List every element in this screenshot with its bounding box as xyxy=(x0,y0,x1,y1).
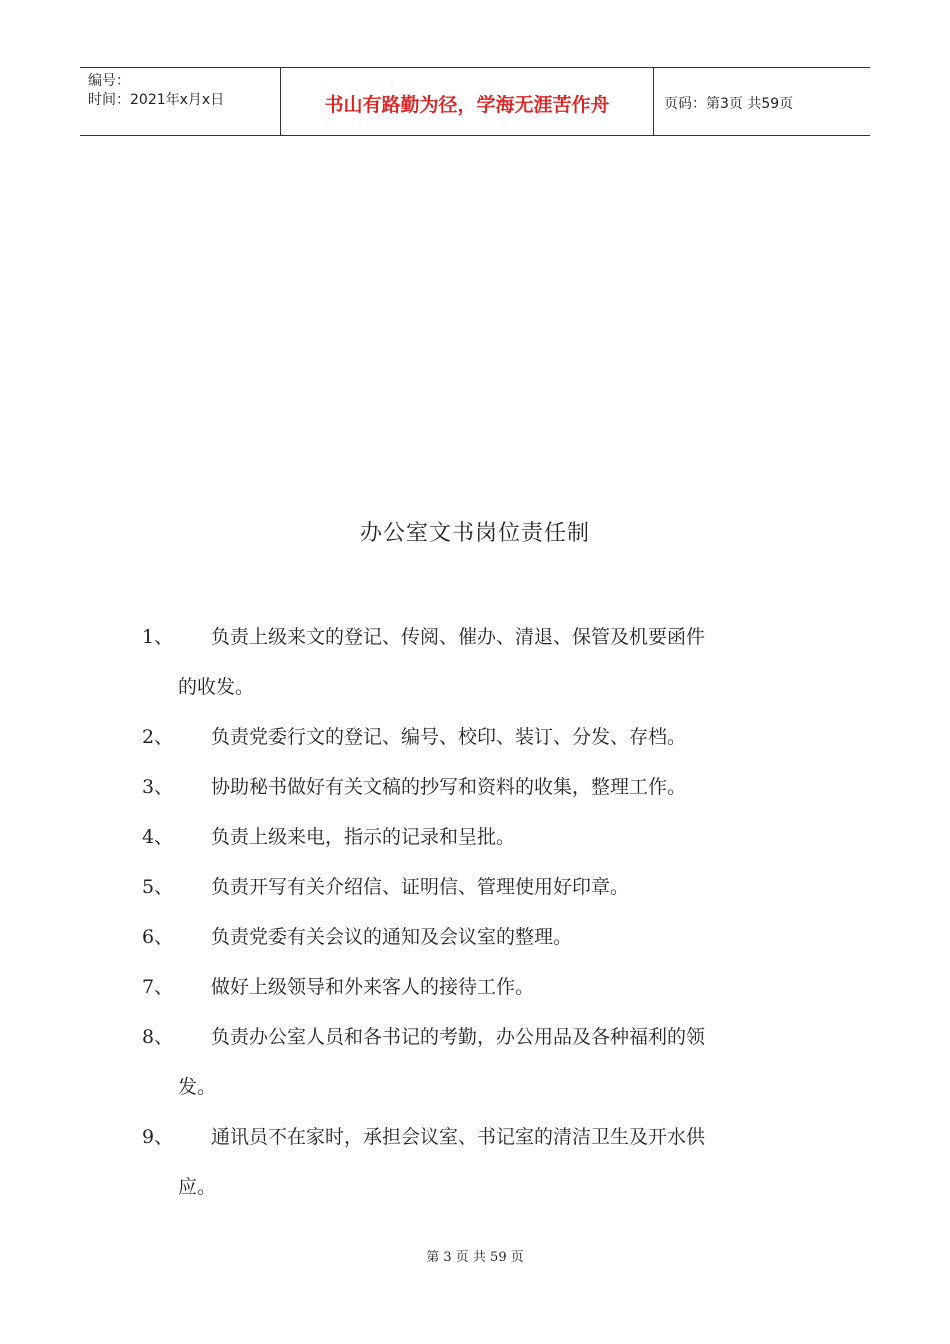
page-info-text: 页码：第3页 共59页 xyxy=(664,95,794,112)
page-footer: 第 3 页 共 59 页 xyxy=(426,1250,524,1265)
header-meta-cell xyxy=(80,68,281,135)
list-item-text: 负责上级来文的登记、传阅、催办、清退、保管及机要函件 xyxy=(211,626,706,648)
list-item xyxy=(0,962,950,1012)
code-label: 编号： xyxy=(88,73,130,89)
list-item-text: 负责党委有关会议的通知及会议室的整理。 xyxy=(211,926,573,948)
list-item xyxy=(0,712,950,762)
motto-cell xyxy=(281,68,654,135)
list-item-number: 7、 xyxy=(142,976,174,998)
list-item-text: 负责办公室人员和各书记的考勤，办公用品及各种福利的领 xyxy=(211,1026,706,1048)
list-item-text: 通讯员不在家时，承担会议室、书记室的清洁卫生及开水供 xyxy=(211,1126,706,1148)
list-item-number: 4、 xyxy=(142,826,174,848)
list-item-number: 3、 xyxy=(142,776,174,798)
list-item-text: 负责开写有关介绍信、证明信、管理使用好印章。 xyxy=(211,876,630,898)
list-item-text: 做好上级领导和外来客人的接待工作。 xyxy=(211,976,535,998)
list-item-number: 6、 xyxy=(142,926,174,948)
list-item xyxy=(0,812,950,862)
list-item-number: 2、 xyxy=(142,726,174,748)
list-item xyxy=(0,862,950,912)
list-item-text: 的收发。 xyxy=(178,676,255,698)
page-header xyxy=(80,67,870,136)
list-item xyxy=(0,1012,950,1112)
list-item-number: 8、 xyxy=(142,1026,174,1048)
list-item xyxy=(0,762,950,812)
list-item xyxy=(0,1112,950,1212)
list-item-text: 负责上级来电，指示的记录和呈批。 xyxy=(211,826,516,848)
motto-text: 书山有路勤为径，学海无涯苦作舟 xyxy=(324,94,610,116)
duty-list xyxy=(0,612,950,1212)
list-item-text: 负责党委行文的登记、编号、校印、装订、分发、存档。 xyxy=(211,726,687,748)
list-item-text: 发。 xyxy=(178,1076,217,1098)
page-info-cell xyxy=(654,68,870,135)
list-item xyxy=(0,612,950,712)
list-item-number: 1、 xyxy=(142,626,174,648)
time-label: 时间：2021年x月x日 xyxy=(88,92,225,108)
list-item-text: 协助秘书做好有关文稿的抄写和资料的收集，整理工作。 xyxy=(211,776,687,798)
list-item-number: 5、 xyxy=(142,876,174,898)
document-title: 办公室文书岗位责任制 xyxy=(359,521,590,546)
list-item xyxy=(0,912,950,962)
list-item-number: 9、 xyxy=(142,1126,174,1148)
list-item-text: 应。 xyxy=(178,1176,217,1198)
